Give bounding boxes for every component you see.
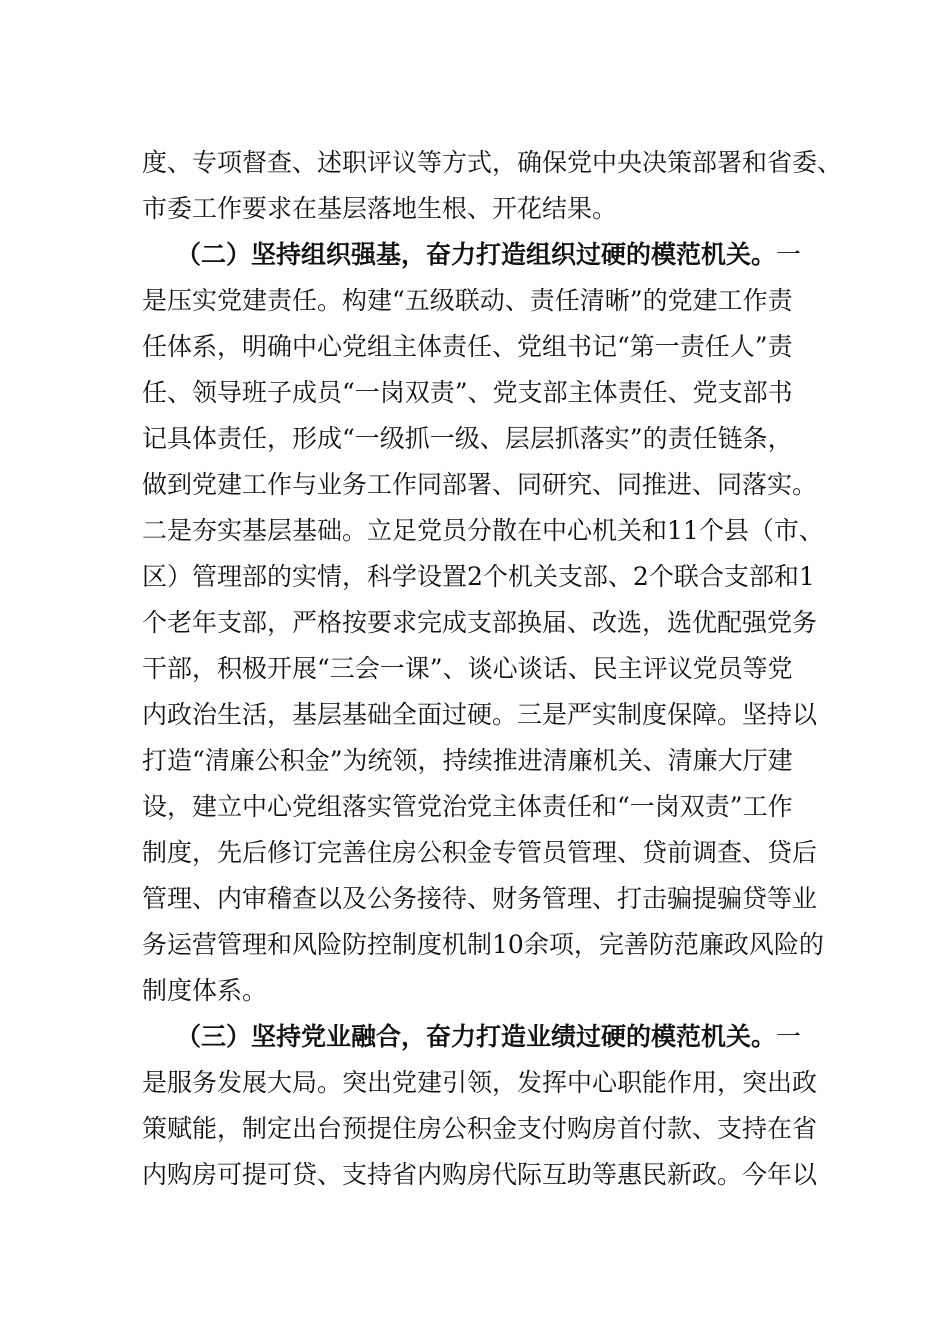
paragraph-2-line: 区）管理部的实情，科学设置2个机关支部、2个联合支部和1 [142, 562, 815, 591]
paragraph-2-line: 内政治生活，基层基础全面过硬。三是严实制度保障。坚持以 [142, 700, 818, 729]
paragraph-3-first-line [176, 1022, 801, 1052]
paragraph-3-line: 策赋能，制定出台预提住房公积金支付购房首付款、支持在省 [142, 1114, 818, 1143]
paragraph-2-line: 任体系，明确中心党组主体责任、党组书记“第一责任人”责 [142, 332, 793, 361]
paragraph-3-line: 内购房可提可贷、支持省内购房代际互助等惠民新政。今年以 [142, 1160, 818, 1189]
paragraph-2-line: 制度体系。 [142, 976, 268, 1005]
paragraph-1-line-2: 市委工作要求在基层落地生根、开花结果。 [142, 194, 618, 223]
paragraph-2-line: 制度，先后修订完善住房公积金专管员管理、贷前调查、贷后 [142, 838, 818, 867]
paragraph-2-line: 管理、内审稽查以及公务接待、财务管理、打击骗提骗贷等业 [142, 884, 818, 913]
paragraph-3-first-line-rest: 一 [776, 1022, 802, 1051]
paragraph-2-line: 打造“清廉公积金”为统领，持续推进清廉机关、清廉大厅建 [142, 746, 793, 775]
paragraph-1-line-1: 度、专项督查、述职评议等方式，确保党中央决策部署和省委、 [142, 148, 843, 177]
paragraph-2-line: 是压实党建责任。构建“五级联动、责任清晰”的党建工作责 [142, 286, 793, 315]
paragraph-2-line: 设，建立中心党组落实管党治党主体责任和“一岗双责”工作 [142, 792, 793, 821]
paragraph-3-line: 是服务发展大局。突出党建引领，发挥中心职能作用，突出政 [142, 1068, 818, 1097]
paragraph-2-first-line-rest: 一 [776, 240, 802, 269]
paragraph-2-line: 任、领导班子成员“一岗双责”、党支部主体责任、党支部书 [142, 378, 793, 407]
paragraph-2-line: 务运营管理和风险防控制度机制10余项，完善防范廉政风险的 [142, 930, 824, 959]
paragraph-2-first-line [176, 240, 801, 270]
paragraph-2-line: 做到党建工作与业务工作同部署、同研究、同推进、同落实。 [142, 470, 818, 499]
paragraph-2-line: 个老年支部，严格按要求完成支部换届、改选，选优配强党务 [142, 608, 818, 637]
paragraph-2-line: 二是夯实基层基础。立足党员分散在中心机关和11个县（市、 [142, 516, 824, 545]
paragraph-2-line: 干部，积极开展“三会一课”、谈心谈话、民主评议党员等党 [142, 654, 793, 683]
paragraph-2-heading: （二）坚持组织强基，奋力打造组织过硬的模范机关。 [176, 240, 777, 269]
paragraph-2-line: 记具体责任，形成“一级抓一级、层层抓落实”的责任链条， [142, 424, 793, 453]
paragraph-3-heading: （三）坚持党业融合，奋力打造业绩过硬的模范机关。 [176, 1022, 777, 1051]
